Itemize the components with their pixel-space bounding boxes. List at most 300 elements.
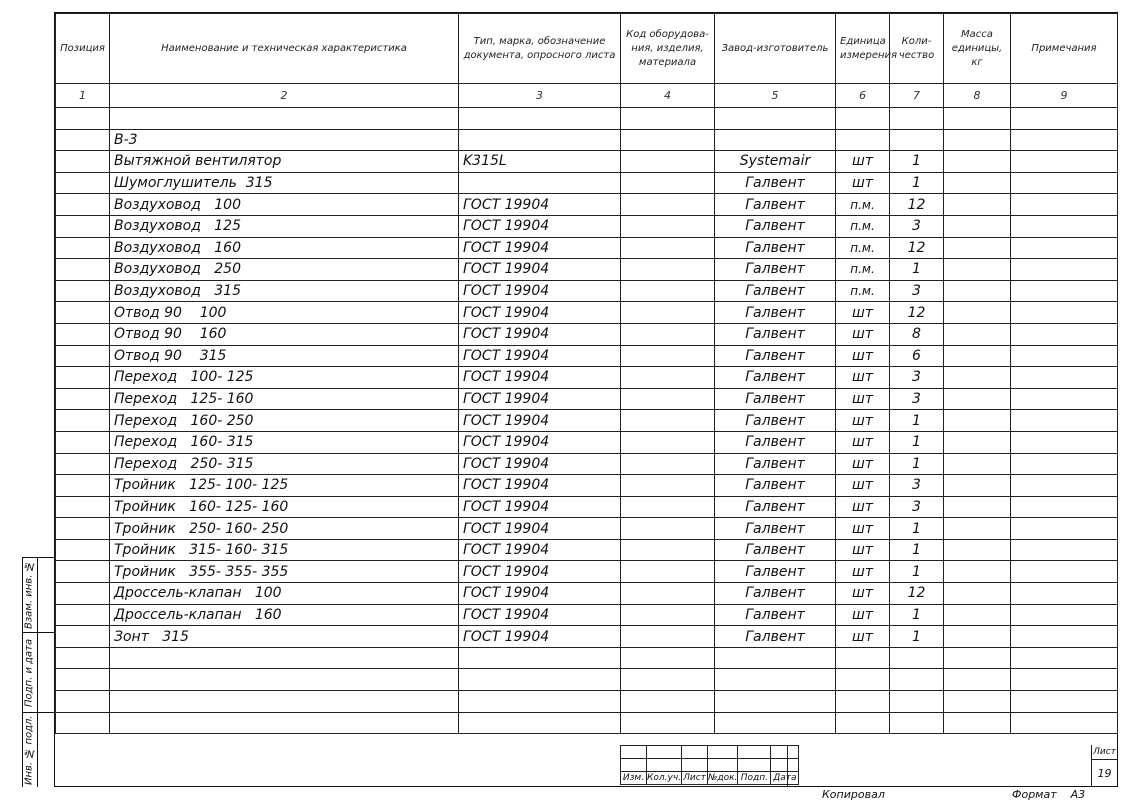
cell-type bbox=[459, 108, 621, 130]
sheet-label: Лист bbox=[1092, 745, 1117, 760]
table-row bbox=[56, 237, 1118, 259]
cell-note bbox=[1011, 194, 1118, 216]
table-row bbox=[56, 367, 1118, 389]
rev-cell bbox=[738, 759, 771, 772]
cell-name: Зонт 315 bbox=[110, 626, 459, 648]
cell-name: Тройник 315- 160- 315 bbox=[110, 539, 459, 561]
cell-unit: п.м. bbox=[836, 215, 890, 237]
table-row bbox=[56, 518, 1118, 540]
cell-maker: Галвент bbox=[715, 302, 836, 324]
cell-mass bbox=[944, 215, 1011, 237]
cell-code bbox=[621, 323, 715, 345]
cell-pos bbox=[56, 410, 110, 432]
cell-name: Тройник 125- 100- 125 bbox=[110, 475, 459, 497]
cell-mass bbox=[944, 669, 1011, 691]
cell-code bbox=[621, 280, 715, 302]
cell-unit bbox=[836, 647, 890, 669]
cell-code bbox=[621, 194, 715, 216]
column-number: 7 bbox=[890, 84, 944, 108]
cell-qty: 1 bbox=[890, 539, 944, 561]
cell-type: ГОСТ 19904 bbox=[459, 194, 621, 216]
header-name: Наименование и техническая характеристика bbox=[110, 14, 459, 84]
cell-name bbox=[110, 691, 459, 713]
cell-unit bbox=[836, 712, 890, 734]
cell-type: ГОСТ 19904 bbox=[459, 604, 621, 626]
rev-cell bbox=[708, 746, 738, 759]
cell-code bbox=[621, 712, 715, 734]
cell-note bbox=[1011, 583, 1118, 605]
table-row bbox=[56, 172, 1118, 194]
cell-type: ГОСТ 19904 bbox=[459, 323, 621, 345]
cell-note bbox=[1011, 151, 1118, 173]
cell-type: ГОСТ 19904 bbox=[459, 388, 621, 410]
cell-name: Шумоглушитель 315 bbox=[110, 172, 459, 194]
cell-qty: 3 bbox=[890, 496, 944, 518]
cell-mass bbox=[944, 237, 1011, 259]
cell-type bbox=[459, 691, 621, 713]
cell-note bbox=[1011, 604, 1118, 626]
cell-maker: Галвент bbox=[715, 410, 836, 432]
cell-maker: Галвент bbox=[715, 388, 836, 410]
cell-pos bbox=[56, 583, 110, 605]
cell-mass bbox=[944, 367, 1011, 389]
cell-code bbox=[621, 237, 715, 259]
cell-note bbox=[1011, 475, 1118, 497]
table-row bbox=[56, 129, 1118, 151]
table-row bbox=[56, 431, 1118, 453]
cell-note bbox=[1011, 453, 1118, 475]
rev-cell bbox=[682, 759, 708, 772]
cell-mass bbox=[944, 647, 1011, 669]
cell-name: Отвод 90 160 bbox=[110, 323, 459, 345]
cell-name: Тройник 160- 125- 160 bbox=[110, 496, 459, 518]
table-row bbox=[56, 410, 1118, 432]
cell-unit: шт bbox=[836, 583, 890, 605]
cell-unit: шт bbox=[836, 539, 890, 561]
side-label-original-inv: Инв. № подл. bbox=[23, 715, 35, 785]
cell-maker: Галвент bbox=[715, 496, 836, 518]
cell-pos bbox=[56, 215, 110, 237]
header-type: Тип, марка, обозначение документа, опросного листа bbox=[459, 14, 621, 84]
specification-body bbox=[56, 108, 1118, 734]
cell-pos bbox=[56, 367, 110, 389]
rev-cell bbox=[621, 746, 647, 759]
cell-name: Воздуховод 100 bbox=[110, 194, 459, 216]
table-row bbox=[56, 647, 1118, 669]
cell-unit: шт bbox=[836, 561, 890, 583]
cell-mass bbox=[944, 108, 1011, 130]
cell-mass bbox=[944, 539, 1011, 561]
cell-pos bbox=[56, 539, 110, 561]
title-field bbox=[787, 745, 1091, 787]
column-number: 4 bbox=[621, 84, 715, 108]
cell-unit: шт bbox=[836, 431, 890, 453]
cell-maker: Галвент bbox=[715, 215, 836, 237]
cell-name bbox=[110, 712, 459, 734]
cell-code bbox=[621, 691, 715, 713]
cell-mass bbox=[944, 302, 1011, 324]
cell-maker: Галвент bbox=[715, 583, 836, 605]
table-row bbox=[56, 583, 1118, 605]
cell-maker: Галвент bbox=[715, 453, 836, 475]
cell-unit: шт bbox=[836, 367, 890, 389]
cell-type: ГОСТ 19904 bbox=[459, 431, 621, 453]
cell-unit: шт bbox=[836, 410, 890, 432]
cell-mass bbox=[944, 388, 1011, 410]
cell-maker: Галвент bbox=[715, 604, 836, 626]
cell-note bbox=[1011, 259, 1118, 281]
cell-name: Воздуховод 160 bbox=[110, 237, 459, 259]
cell-unit: шт bbox=[836, 496, 890, 518]
cell-mass bbox=[944, 172, 1011, 194]
cell-unit: п.м. bbox=[836, 259, 890, 281]
cell-pos bbox=[56, 669, 110, 691]
cell-pos bbox=[56, 431, 110, 453]
cell-type: K315L bbox=[459, 151, 621, 173]
cell-maker: Галвент bbox=[715, 518, 836, 540]
cell-qty bbox=[890, 712, 944, 734]
cell-qty bbox=[890, 129, 944, 151]
cell-pos bbox=[56, 172, 110, 194]
cell-type: ГОСТ 19904 bbox=[459, 539, 621, 561]
cell-unit: шт bbox=[836, 388, 890, 410]
side-stamp bbox=[22, 557, 54, 787]
cell-code bbox=[621, 561, 715, 583]
cell-qty: 1 bbox=[890, 431, 944, 453]
cell-name bbox=[110, 669, 459, 691]
cell-name: Переход 100- 125 bbox=[110, 367, 459, 389]
cell-pos bbox=[56, 345, 110, 367]
cell-note bbox=[1011, 367, 1118, 389]
cell-unit: шт bbox=[836, 604, 890, 626]
cell-unit: шт bbox=[836, 323, 890, 345]
cell-code bbox=[621, 151, 715, 173]
cell-qty: 3 bbox=[890, 280, 944, 302]
header-manufacturer: Завод-изготовитель bbox=[715, 14, 836, 84]
cell-pos bbox=[56, 712, 110, 734]
cell-name: В-3 bbox=[110, 129, 459, 151]
sheet-number: 19 bbox=[1097, 767, 1112, 780]
cell-type: ГОСТ 19904 bbox=[459, 367, 621, 389]
cell-name: Дроссель-клапан 160 bbox=[110, 604, 459, 626]
cell-qty: 1 bbox=[890, 410, 944, 432]
copied-label: Копировал bbox=[822, 788, 885, 801]
revision-grid bbox=[620, 745, 799, 785]
cell-pos bbox=[56, 280, 110, 302]
cell-name: Отвод 90 315 bbox=[110, 345, 459, 367]
cell-pos bbox=[56, 194, 110, 216]
cell-maker: Галвент bbox=[715, 280, 836, 302]
cell-code bbox=[621, 475, 715, 497]
cell-mass bbox=[944, 259, 1011, 281]
cell-mass bbox=[944, 151, 1011, 173]
cell-unit bbox=[836, 129, 890, 151]
cell-unit bbox=[836, 108, 890, 130]
cell-mass bbox=[944, 280, 1011, 302]
cell-unit: шт bbox=[836, 475, 890, 497]
cell-type: ГОСТ 19904 bbox=[459, 280, 621, 302]
cell-pos bbox=[56, 647, 110, 669]
cell-maker: Галвент bbox=[715, 475, 836, 497]
cell-code bbox=[621, 129, 715, 151]
cell-mass bbox=[944, 410, 1011, 432]
label-doc-number: №док. bbox=[708, 773, 738, 783]
cell-maker: Галвент bbox=[715, 626, 836, 648]
side-label-sign-date: Подп. и дата bbox=[23, 638, 35, 708]
cell-qty bbox=[890, 691, 944, 713]
cell-mass bbox=[944, 475, 1011, 497]
column-number-row bbox=[56, 84, 1118, 108]
cell-qty: 1 bbox=[890, 518, 944, 540]
sheet-number-box bbox=[1091, 745, 1117, 787]
cell-code bbox=[621, 259, 715, 281]
cell-type: ГОСТ 19904 bbox=[459, 302, 621, 324]
cell-code bbox=[621, 604, 715, 626]
cell-note bbox=[1011, 388, 1118, 410]
cell-type bbox=[459, 172, 621, 194]
cell-qty: 3 bbox=[890, 388, 944, 410]
column-number: 9 bbox=[1011, 84, 1118, 108]
cell-qty: 1 bbox=[890, 259, 944, 281]
cell-qty bbox=[890, 669, 944, 691]
table-row bbox=[56, 712, 1118, 734]
cell-note bbox=[1011, 302, 1118, 324]
cell-qty: 6 bbox=[890, 345, 944, 367]
cell-unit: шт bbox=[836, 151, 890, 173]
cell-code bbox=[621, 302, 715, 324]
cell-maker: Галвент bbox=[715, 539, 836, 561]
cell-pos bbox=[56, 561, 110, 583]
cell-maker: Галвент bbox=[715, 323, 836, 345]
side-row-2 bbox=[22, 712, 54, 713]
rev-cell bbox=[708, 759, 738, 772]
cell-note bbox=[1011, 561, 1118, 583]
cell-pos bbox=[56, 237, 110, 259]
cell-pos bbox=[56, 604, 110, 626]
cell-type: ГОСТ 19904 bbox=[459, 518, 621, 540]
cell-maker: Галвент bbox=[715, 561, 836, 583]
rev-cell bbox=[621, 759, 647, 772]
cell-code bbox=[621, 453, 715, 475]
drawing-sheet bbox=[54, 12, 1118, 787]
cell-unit bbox=[836, 691, 890, 713]
cell-code bbox=[621, 345, 715, 367]
cell-name: Тройник 355- 355- 355 bbox=[110, 561, 459, 583]
cell-code bbox=[621, 172, 715, 194]
column-number: 8 bbox=[944, 84, 1011, 108]
cell-type: ГОСТ 19904 bbox=[459, 496, 621, 518]
table-row bbox=[56, 604, 1118, 626]
header-position: Позиция bbox=[56, 14, 110, 84]
table-row bbox=[56, 108, 1118, 130]
cell-mass bbox=[944, 518, 1011, 540]
header-mass: Масса единицы, кг bbox=[944, 14, 1011, 84]
cell-unit: п.м. bbox=[836, 280, 890, 302]
cell-mass bbox=[944, 453, 1011, 475]
cell-maker: Галвент bbox=[715, 237, 836, 259]
cell-name bbox=[110, 647, 459, 669]
cell-type: ГОСТ 19904 bbox=[459, 453, 621, 475]
cell-pos bbox=[56, 259, 110, 281]
cell-pos bbox=[56, 151, 110, 173]
cell-name: Отвод 90 100 bbox=[110, 302, 459, 324]
cell-unit: шт bbox=[836, 172, 890, 194]
cell-pos bbox=[56, 691, 110, 713]
header-quantity: Коли- чество bbox=[890, 14, 944, 84]
cell-unit: шт bbox=[836, 626, 890, 648]
cell-maker: Systemair bbox=[715, 151, 836, 173]
cell-qty: 3 bbox=[890, 475, 944, 497]
cell-code bbox=[621, 367, 715, 389]
cell-note bbox=[1011, 691, 1118, 713]
cell-type: ГОСТ 19904 bbox=[459, 561, 621, 583]
cell-pos bbox=[56, 129, 110, 151]
cell-name: Переход 160- 250 bbox=[110, 410, 459, 432]
cell-qty: 1 bbox=[890, 453, 944, 475]
cell-pos bbox=[56, 108, 110, 130]
specification-table bbox=[55, 13, 1118, 734]
label-date: Дата bbox=[771, 772, 799, 785]
table-row bbox=[56, 669, 1118, 691]
column-number: 3 bbox=[459, 84, 621, 108]
cell-note bbox=[1011, 129, 1118, 151]
cell-qty: 12 bbox=[890, 302, 944, 324]
cell-name: Дроссель-клапан 100 bbox=[110, 583, 459, 605]
label-change: Изм. bbox=[621, 772, 647, 785]
cell-unit: шт bbox=[836, 345, 890, 367]
cell-maker bbox=[715, 647, 836, 669]
cell-pos bbox=[56, 626, 110, 648]
cell-qty: 12 bbox=[890, 583, 944, 605]
rev-cell bbox=[682, 746, 708, 759]
cell-type: ГОСТ 19904 bbox=[459, 583, 621, 605]
cell-mass bbox=[944, 323, 1011, 345]
cell-note bbox=[1011, 712, 1118, 734]
cell-qty: 1 bbox=[890, 151, 944, 173]
label-signature: Подп. bbox=[738, 772, 771, 785]
cell-name: Воздуховод 315 bbox=[110, 280, 459, 302]
header-notes: Примечания bbox=[1011, 14, 1118, 84]
cell-type bbox=[459, 712, 621, 734]
table-row bbox=[56, 280, 1118, 302]
cell-pos bbox=[56, 302, 110, 324]
cell-qty: 3 bbox=[890, 215, 944, 237]
cell-qty: 12 bbox=[890, 237, 944, 259]
cell-note bbox=[1011, 410, 1118, 432]
cell-type: ГОСТ 19904 bbox=[459, 237, 621, 259]
format-label: Формат А3 bbox=[1012, 788, 1086, 801]
table-row bbox=[56, 626, 1118, 648]
cell-qty: 12 bbox=[890, 194, 944, 216]
cell-type: ГОСТ 19904 bbox=[459, 345, 621, 367]
cell-code bbox=[621, 583, 715, 605]
cell-note bbox=[1011, 431, 1118, 453]
cell-type: ГОСТ 19904 bbox=[459, 259, 621, 281]
table-row bbox=[56, 388, 1118, 410]
rev-cell bbox=[647, 746, 682, 759]
cell-note bbox=[1011, 647, 1118, 669]
cell-maker bbox=[715, 108, 836, 130]
table-row bbox=[56, 691, 1118, 713]
cell-code bbox=[621, 626, 715, 648]
cell-qty: 3 bbox=[890, 367, 944, 389]
rev-cell bbox=[647, 759, 682, 772]
cell-note bbox=[1011, 539, 1118, 561]
cell-name: Тройник 250- 160- 250 bbox=[110, 518, 459, 540]
table-row bbox=[56, 496, 1118, 518]
cell-mass bbox=[944, 129, 1011, 151]
cell-name bbox=[110, 108, 459, 130]
cell-qty: 1 bbox=[890, 626, 944, 648]
cell-note bbox=[1011, 108, 1118, 130]
cell-type: ГОСТ 19904 bbox=[459, 626, 621, 648]
column-number: 5 bbox=[715, 84, 836, 108]
side-row-top bbox=[22, 557, 54, 558]
cell-name: Воздуховод 125 bbox=[110, 215, 459, 237]
cell-code bbox=[621, 518, 715, 540]
cell-pos bbox=[56, 475, 110, 497]
cell-note bbox=[1011, 280, 1118, 302]
side-label-replacement-inv: Взам. инв. № bbox=[23, 560, 35, 630]
cell-name: Переход 125- 160 bbox=[110, 388, 459, 410]
cell-note bbox=[1011, 172, 1118, 194]
side-border-mid bbox=[37, 557, 38, 787]
table-row bbox=[56, 215, 1118, 237]
cell-maker bbox=[715, 691, 836, 713]
cell-note bbox=[1011, 237, 1118, 259]
cell-pos bbox=[56, 323, 110, 345]
cell-qty bbox=[890, 647, 944, 669]
table-row bbox=[56, 475, 1118, 497]
cell-note bbox=[1011, 215, 1118, 237]
cell-qty bbox=[890, 108, 944, 130]
cell-type: ГОСТ 19904 bbox=[459, 215, 621, 237]
cell-name: Воздуховод 250 bbox=[110, 259, 459, 281]
cell-maker: Галвент bbox=[715, 345, 836, 367]
cell-code bbox=[621, 647, 715, 669]
cell-mass bbox=[944, 561, 1011, 583]
cell-type bbox=[459, 647, 621, 669]
header-code: Код оборудова- ния, изделия, материала bbox=[621, 14, 715, 84]
cell-code bbox=[621, 388, 715, 410]
cell-maker: Галвент bbox=[715, 259, 836, 281]
table-row bbox=[56, 194, 1118, 216]
table-row bbox=[56, 345, 1118, 367]
label-count: Кол.уч. bbox=[647, 773, 682, 783]
cell-type bbox=[459, 129, 621, 151]
cell-unit: шт bbox=[836, 518, 890, 540]
cell-qty: 8 bbox=[890, 323, 944, 345]
cell-maker bbox=[715, 129, 836, 151]
cell-qty: 1 bbox=[890, 561, 944, 583]
cell-qty: 1 bbox=[890, 172, 944, 194]
cell-maker: Галвент bbox=[715, 194, 836, 216]
cell-mass bbox=[944, 496, 1011, 518]
cell-code bbox=[621, 431, 715, 453]
cell-code bbox=[621, 215, 715, 237]
column-number: 6 bbox=[836, 84, 890, 108]
cell-maker bbox=[715, 712, 836, 734]
rev-cell bbox=[738, 746, 771, 759]
cell-mass bbox=[944, 194, 1011, 216]
cell-pos bbox=[56, 453, 110, 475]
cell-note bbox=[1011, 626, 1118, 648]
cell-maker: Галвент bbox=[715, 367, 836, 389]
cell-note bbox=[1011, 496, 1118, 518]
cell-maker: Галвент bbox=[715, 172, 836, 194]
column-number: 2 bbox=[110, 84, 459, 108]
table-row bbox=[56, 302, 1118, 324]
